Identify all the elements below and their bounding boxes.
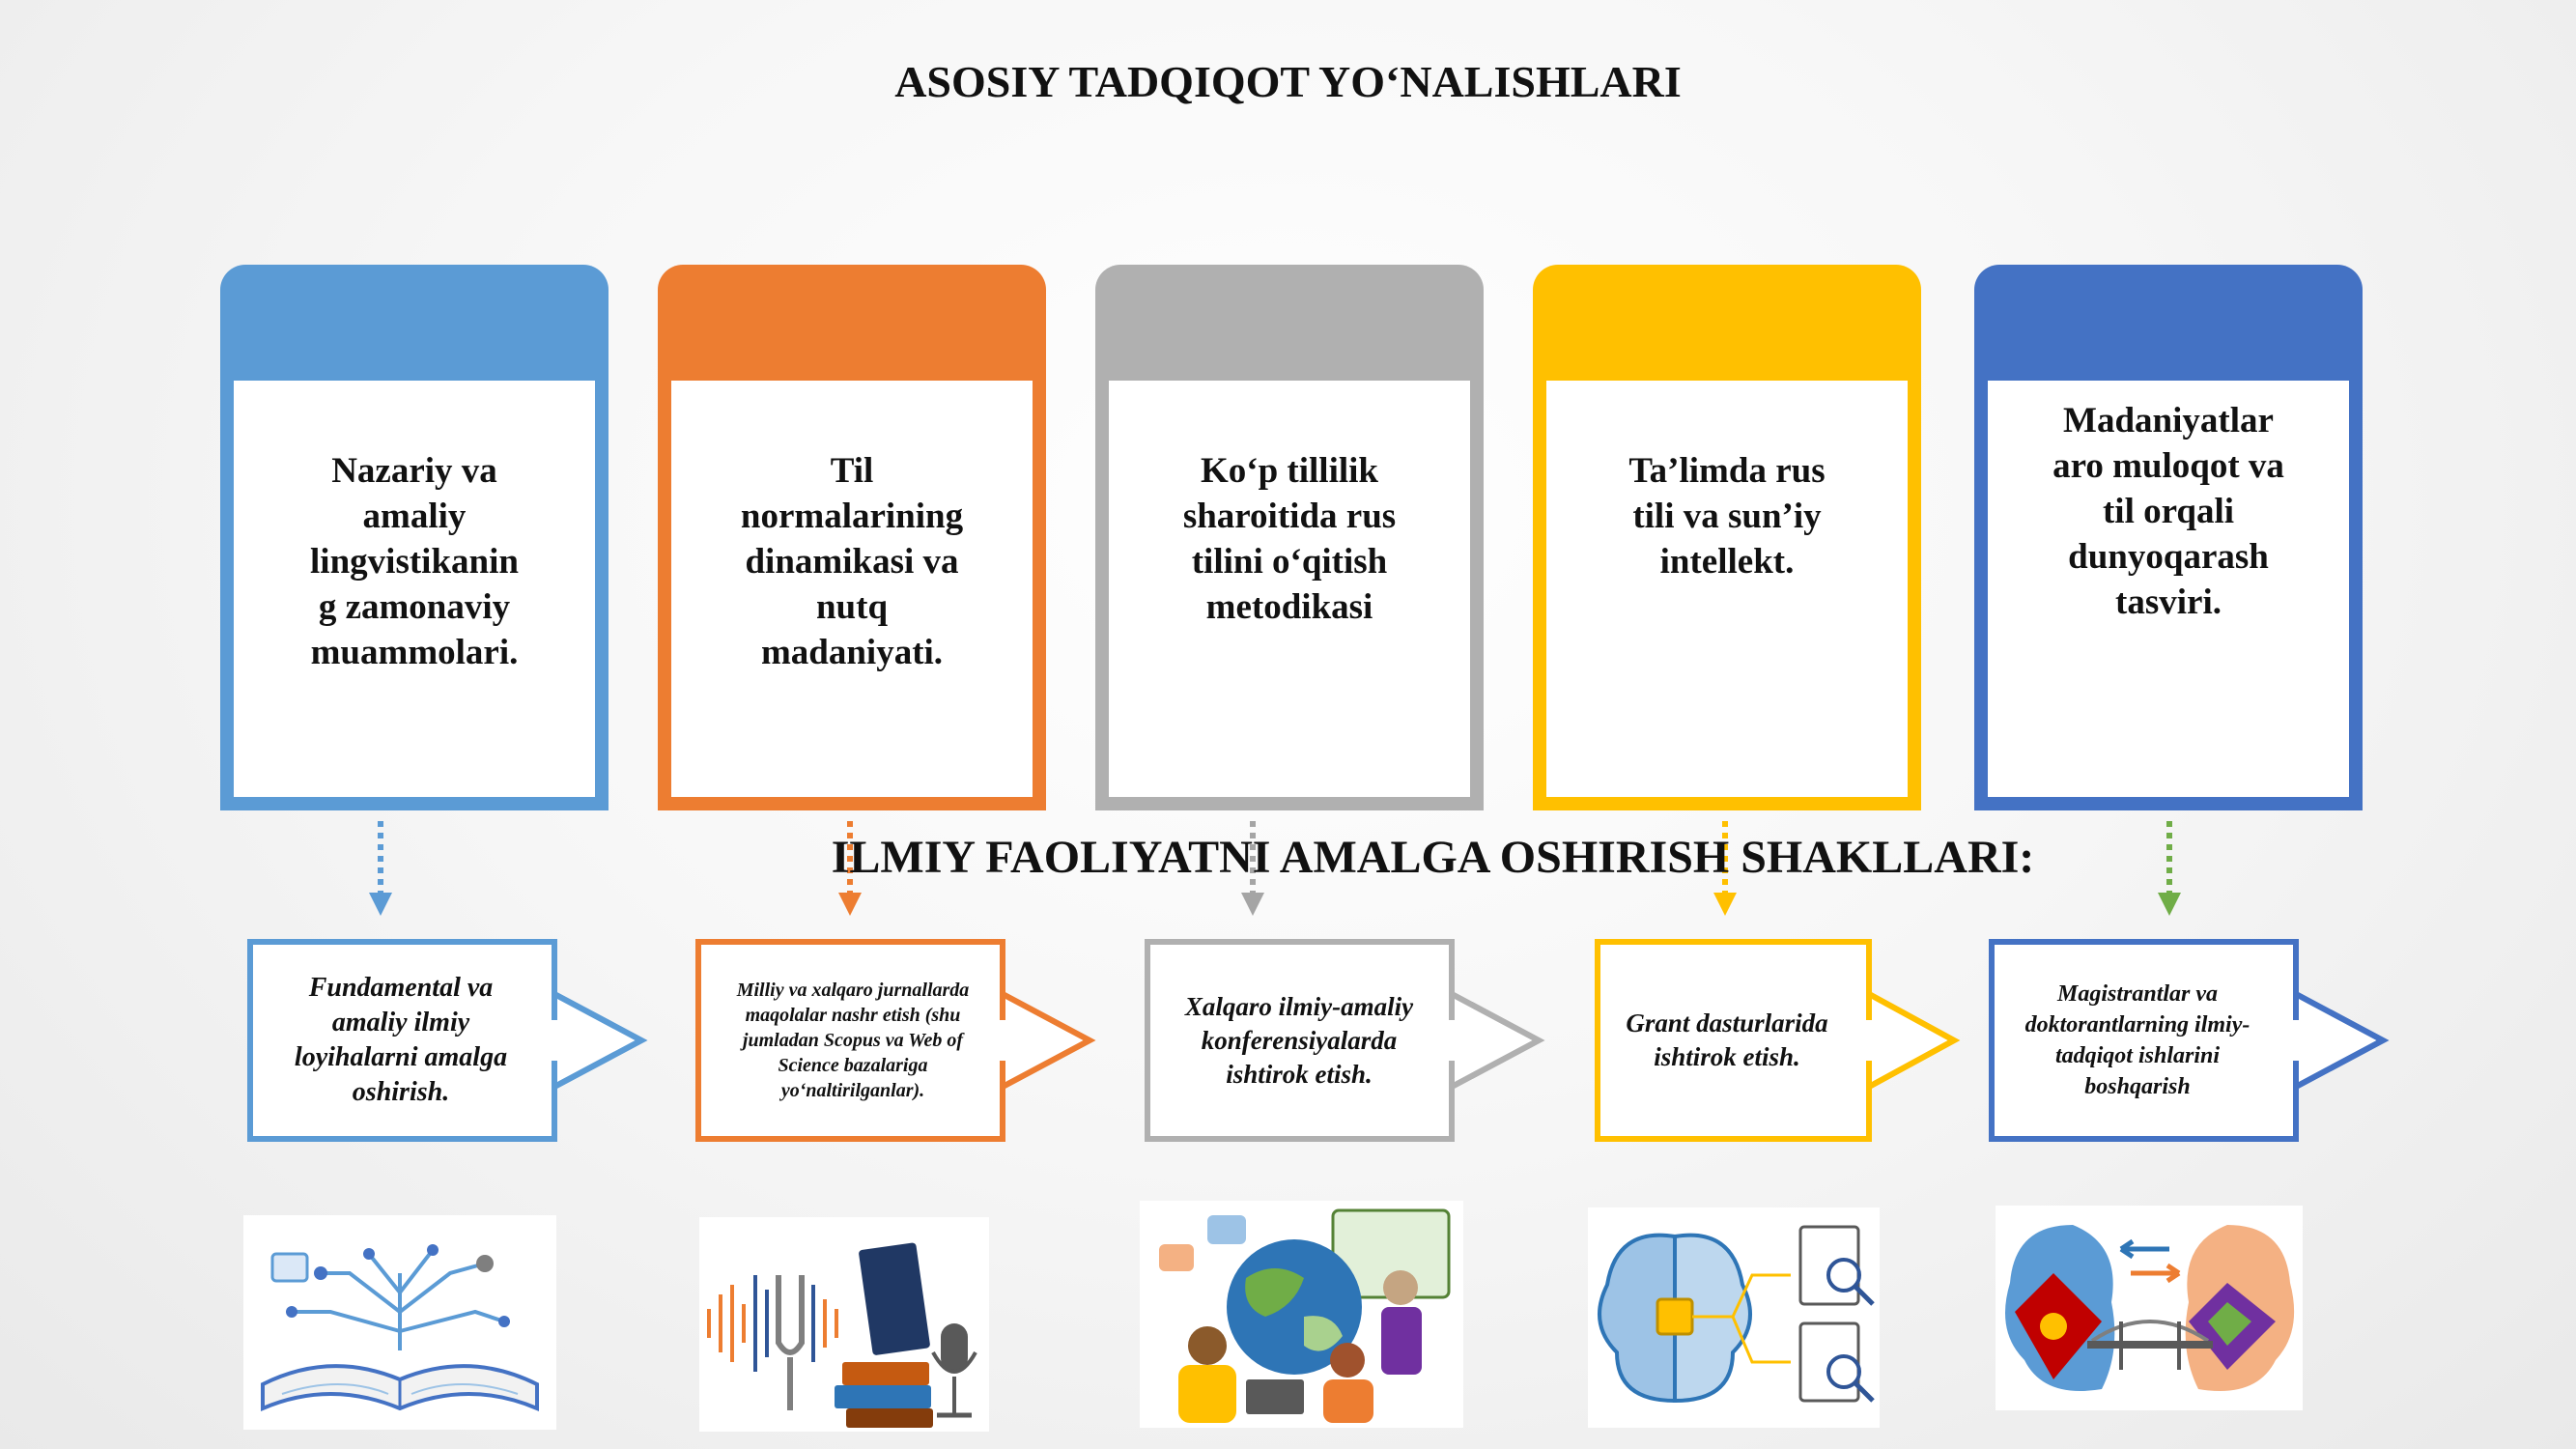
direction-text: Ko‘p tillilik sharoitida rus tilini o‘qitish metodikasi xyxy=(1182,451,1397,627)
books-soundwave-microphone-icon xyxy=(699,1217,989,1432)
direction-card-5 xyxy=(1974,265,2363,810)
form-text: Xalqaro ilmiy-amaliy konferensiyalarda ishtirok etish. xyxy=(1184,991,1414,1089)
direction-card-body xyxy=(1109,381,1470,797)
direction-text: Madaniyatlar aro muloqot va til orqali dunyoqarash tasviri. xyxy=(2052,401,2284,622)
section-subtitle: ILMIY FAOLIYATNI AMALGA OSHIRISH SHAKLLARI: xyxy=(831,832,2035,883)
direction-text: Nazariy va amaliy lingvistikanin g zamonaviy muammolari. xyxy=(310,451,519,672)
brains-bridge-culture-icon xyxy=(1996,1206,2303,1410)
form-text: Milliy va xalqaro jurnallarda maqolalar nashr etish (shu jumladan Scopus va Web of Science bazalariga yo‘naltirilganlar). xyxy=(736,980,970,1101)
form-text: Fundamental va amaliy ilmiy loyihalarni amalga oshirish. xyxy=(294,973,508,1107)
direction-card-body xyxy=(1546,381,1908,797)
direction-card-body xyxy=(1988,381,2349,797)
form-text: Grant dasturlarida ishtirok etish. xyxy=(1626,1009,1828,1071)
direction-card-3 xyxy=(1095,265,1484,810)
globe-classroom-icon xyxy=(1140,1201,1463,1428)
ai-brain-documents-icon xyxy=(1588,1208,1880,1428)
direction-card-body xyxy=(234,381,595,797)
direction-text: Til normalarining dinamikasi va nutq madaniyati. xyxy=(740,451,964,672)
direction-card-4 xyxy=(1533,265,1921,810)
direction-card-body xyxy=(671,381,1033,797)
direction-card-1 xyxy=(220,265,609,810)
direction-card-2 xyxy=(658,265,1046,810)
page-title: ASOSIY TADQIQOT YO‘NALISHLARI xyxy=(894,57,1682,106)
book-circuit-tree-icon xyxy=(243,1215,556,1430)
form-text: Magistrantlar va doktorantlarning ilmiy-tadqiqot ishlarini boshqarish xyxy=(2024,981,2250,1099)
direction-text: Ta’limda rus tili va sun’iy intellekt. xyxy=(1628,451,1826,582)
